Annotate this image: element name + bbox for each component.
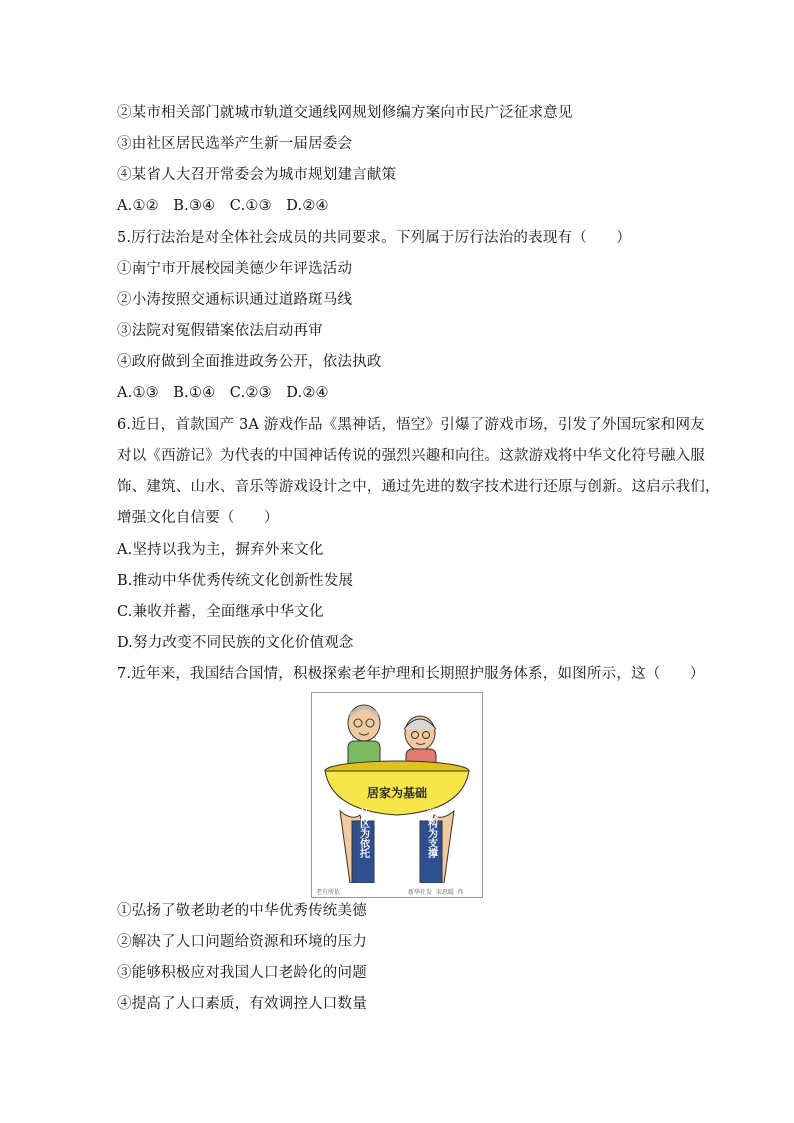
line-q4-opt4: ④某省人大召开常委会为城市规划建言献策	[117, 167, 397, 183]
line-q7-opt2: ②解决了人口问题给资源和环境的压力	[117, 934, 367, 950]
line-q5-opt2: ②小涛按照交通标识通过道路斑马线	[117, 292, 353, 308]
line-q4-opt2: ②某市相关部门就城市轨道交通线网规划修编方案向市民广泛征求意见	[117, 105, 573, 121]
q7-stem: 7.近年来，我国结合国情，积极探索老年护理和长期照护服务体系，如图所示，这（ ）	[117, 666, 705, 682]
line-q6-optD: D.努力改变不同民族的文化价值观念	[117, 635, 354, 651]
line-q6-optB: B.推动中华优秀传统文化创新性发展	[117, 573, 354, 589]
line-q7-opt3: ③能够积极应对我国人口老龄化的问题	[117, 965, 367, 981]
figure-caption-left: 老有所依	[316, 889, 341, 896]
line-q5-answers: A.①③ B.①④ C.②③ D.②④	[117, 385, 329, 401]
left-arm-label: 社区为依托	[357, 808, 369, 858]
line-q4-answers: A.①② B.③④ C.①③ D.②④	[117, 198, 329, 214]
q5-stem: 5.厉行法治是对全体社会成员的共同要求。下列属于厉行法治的表现有（ ）	[117, 230, 632, 246]
bowl-cartoon	[312, 693, 482, 883]
line-q4-opt3: ③由社区居民选举产生新一届居委会	[117, 136, 353, 152]
bowl-label: 居家为基础	[366, 786, 428, 800]
bowl	[325, 761, 469, 815]
right-supporting-arm	[420, 807, 454, 883]
line-q5-opt1: ①南宁市开展校园美德少年评选活动	[117, 261, 353, 277]
line-q6-optA: A.坚持以我为主，摒弃外来文化	[117, 542, 324, 558]
line-q5-opt4: ④政府做到全面推进政务公开，依法执政	[117, 354, 382, 370]
figure-caption-right: 新华社发 宋思聪 作	[408, 889, 464, 896]
q6-stem-line4: 增强文化自信要（ ）	[117, 510, 279, 526]
elderly-care-illustration	[311, 692, 483, 898]
line-q5-opt3: ③法院对冤假错案依法启动再审	[117, 323, 323, 339]
q6-stem-line1: 6.近日，首款国产 3A 游戏作品《黑神话，悟空》引爆了游戏市场，引发了外国玩家和网友	[117, 417, 705, 433]
left-supporting-arm	[340, 807, 374, 883]
q6-stem-line3: 饰、建筑、山水、音乐等游戏设计之中，通过先进的数字技术进行还原与创新。这启示我们，	[117, 479, 720, 495]
line-q7-opt4: ④提高了人口素质，有效调控人口数量	[117, 996, 367, 1012]
q6-stem-line2: 对以《西游记》为代表的中国神话传说的强烈兴趣和向往。这款游戏将中华文化符号融入服	[117, 448, 705, 464]
right-arm-label: 机构为支撑	[425, 808, 437, 858]
line-q7-opt1: ①弘扬了敬老助老的中华优秀传统美德	[117, 903, 367, 919]
line-q6-optC: C.兼收并蓄，全面继承中华文化	[117, 604, 324, 620]
